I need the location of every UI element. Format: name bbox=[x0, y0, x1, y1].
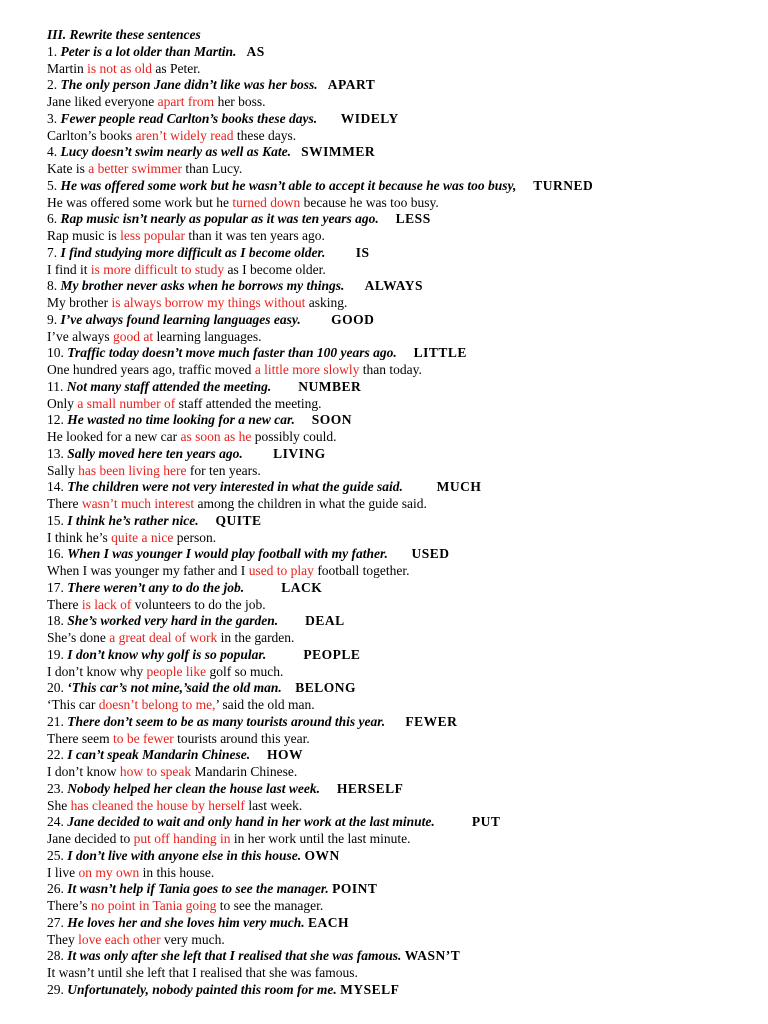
keyword: QUITE bbox=[215, 512, 262, 528]
answer-suffix: golf so much. bbox=[206, 663, 284, 679]
answer-prefix: There bbox=[47, 496, 82, 512]
answer-suffix: very much. bbox=[160, 931, 225, 947]
exercise-answer bbox=[47, 128, 768, 145]
answer-highlight: a small number of bbox=[77, 395, 176, 411]
question-text: Not many staff attended the meeting. bbox=[66, 378, 272, 394]
exercise-answer bbox=[47, 161, 768, 178]
answer-suffix: staff attended the meeting. bbox=[175, 395, 322, 411]
exercise-question bbox=[47, 580, 768, 597]
keyword-gap bbox=[325, 245, 355, 260]
question-number: 5. bbox=[47, 177, 61, 193]
exercise-question bbox=[47, 513, 768, 530]
answer-highlight: put off handing in bbox=[133, 831, 231, 847]
keyword-gap bbox=[282, 680, 296, 695]
answer-prefix: I don’t know bbox=[47, 764, 120, 780]
answer-suffix: last week. bbox=[244, 797, 303, 813]
question-number: 26. bbox=[47, 881, 68, 897]
answer-highlight: is lack of bbox=[81, 596, 132, 612]
answer-prefix: Rap music is bbox=[47, 228, 121, 244]
exercise-answer bbox=[47, 764, 768, 781]
exercise-question bbox=[47, 881, 768, 898]
keyword: PUT bbox=[471, 814, 501, 830]
exercise-question bbox=[47, 747, 768, 764]
question-number: 25. bbox=[47, 847, 68, 863]
question-text: It wasn’t help if Tania goes to see the manager. bbox=[67, 881, 329, 897]
exercise-answer bbox=[47, 195, 768, 212]
answer-highlight: a great deal of work bbox=[109, 630, 218, 646]
keyword-gap bbox=[244, 580, 281, 595]
exercise-answer bbox=[47, 295, 768, 312]
exercise-question bbox=[47, 613, 768, 630]
question-number: 24. bbox=[47, 814, 68, 830]
keyword: WASN’T bbox=[404, 948, 461, 964]
keyword: FEWER bbox=[405, 713, 458, 729]
answer-highlight: love each other bbox=[78, 931, 161, 947]
keyword-gap bbox=[301, 312, 331, 327]
answer-highlight: quite a nice bbox=[111, 529, 174, 545]
keyword: TURNED bbox=[533, 177, 594, 193]
answer-highlight: to be fewer bbox=[112, 730, 174, 746]
exercise-answer bbox=[47, 664, 768, 681]
question-text: I find studying more difficult as I become older. bbox=[60, 244, 326, 260]
answer-suffix: to see the manager. bbox=[216, 898, 324, 914]
exercise-question bbox=[47, 345, 768, 362]
answer-prefix: One hundred years ago, traffic moved bbox=[47, 362, 255, 378]
keyword-gap bbox=[435, 814, 472, 829]
answer-prefix: I find it bbox=[47, 261, 91, 277]
answer-suffix: than it was ten years ago. bbox=[185, 228, 325, 244]
exercise-question bbox=[47, 77, 768, 94]
exercise-question bbox=[47, 278, 768, 295]
exercise-question bbox=[47, 412, 768, 429]
keyword-gap bbox=[250, 747, 267, 762]
answer-highlight: apart from bbox=[157, 94, 215, 110]
answer-highlight: on my own bbox=[78, 864, 140, 880]
keyword-gap bbox=[320, 781, 337, 796]
keyword-gap bbox=[295, 412, 312, 427]
answer-suffix: Mandarin Chinese. bbox=[191, 764, 298, 780]
answer-highlight: is not as old bbox=[87, 60, 153, 76]
question-number: 1. bbox=[47, 43, 61, 59]
exercise-answer bbox=[47, 932, 768, 949]
exercise-question bbox=[47, 915, 768, 932]
keyword: POINT bbox=[332, 881, 378, 897]
answer-suffix: person. bbox=[173, 529, 217, 545]
keyword: PEOPLE bbox=[303, 646, 361, 662]
answer-suffix: volunteers to do the job. bbox=[131, 596, 266, 612]
question-text: There weren’t any to do the job. bbox=[67, 579, 245, 595]
answer-prefix: I think he’s bbox=[47, 529, 112, 545]
exercise-question bbox=[47, 647, 768, 664]
answer-prefix: He looked for a new car bbox=[47, 429, 181, 445]
answer-suffix: her boss. bbox=[214, 94, 266, 110]
exercise-question bbox=[47, 44, 768, 61]
exercise-answer bbox=[47, 329, 768, 346]
exercise-answer bbox=[47, 262, 768, 279]
answer-prefix: I don’t know why bbox=[47, 663, 147, 679]
question-text: He was offered some work but he wasn’t able to accept it because he was too busy, bbox=[60, 177, 517, 193]
question-number: 8. bbox=[47, 278, 61, 294]
answer-suffix: tourists around this year. bbox=[173, 730, 310, 746]
question-number: 13. bbox=[47, 445, 68, 461]
answer-suffix: than today. bbox=[359, 362, 422, 378]
answer-suffix: learning languages. bbox=[153, 328, 262, 344]
answer-suffix: because he was too busy. bbox=[300, 194, 439, 210]
keyword: OWN bbox=[304, 847, 340, 863]
answer-suffix: in the garden. bbox=[217, 630, 295, 646]
question-number: 9. bbox=[47, 311, 61, 327]
answer-highlight: people like bbox=[146, 663, 207, 679]
exercise-answer bbox=[47, 697, 768, 714]
answer-prefix: Only bbox=[47, 395, 78, 411]
question-text: Nobody helped her clean the house last week. bbox=[67, 780, 320, 796]
answer-suffix: as Peter. bbox=[152, 60, 201, 76]
question-text: The children were not very interested in what the guide said. bbox=[67, 479, 403, 495]
answer-suffix: in this house. bbox=[139, 864, 215, 880]
question-number: 20. bbox=[47, 680, 68, 696]
question-text: Sally moved here ten years ago. bbox=[67, 445, 243, 461]
answer-prefix: ‘This car bbox=[47, 697, 99, 713]
keyword-gap bbox=[236, 44, 246, 59]
question-number: 7. bbox=[47, 244, 61, 260]
answer-suffix: for ten years. bbox=[186, 462, 261, 478]
question-text: When I was younger I would play football with my father. bbox=[67, 546, 388, 562]
answer-highlight: a better swimmer bbox=[88, 161, 182, 177]
question-number: 19. bbox=[47, 646, 68, 662]
answer-prefix: There’s bbox=[47, 898, 91, 914]
keyword: IS bbox=[355, 244, 370, 260]
exercise-question bbox=[47, 948, 768, 965]
answer-highlight: wasn’t much interest bbox=[81, 496, 195, 512]
exercise-answer bbox=[47, 831, 768, 848]
exercise-answer bbox=[47, 563, 768, 580]
answer-highlight: is more difficult to study bbox=[90, 261, 225, 277]
question-text: He wasted no time looking for a new car. bbox=[67, 412, 295, 428]
question-number: 29. bbox=[47, 981, 68, 997]
keyword: DEAL bbox=[305, 613, 345, 629]
exercise-question bbox=[47, 982, 768, 999]
exercise-answer bbox=[47, 94, 768, 111]
question-number: 27. bbox=[47, 914, 68, 930]
keyword-gap bbox=[278, 613, 305, 628]
question-text: Peter is a lot older than Martin. bbox=[60, 43, 237, 59]
exercise-question bbox=[47, 211, 768, 228]
answer-prefix: Jane liked everyone bbox=[47, 94, 158, 110]
keyword: NUMBER bbox=[298, 378, 362, 394]
keyword: LACK bbox=[281, 579, 323, 595]
answer-prefix: She bbox=[47, 797, 71, 813]
keyword-gap bbox=[199, 513, 216, 528]
answer-suffix: ’ said the old man. bbox=[215, 697, 315, 713]
question-number: 21. bbox=[47, 713, 68, 729]
keyword-gap bbox=[344, 278, 364, 293]
question-text: I don’t know why golf is so popular. bbox=[67, 646, 267, 662]
keyword-gap bbox=[317, 111, 341, 126]
keyword-gap bbox=[516, 178, 533, 193]
keyword: MUCH bbox=[436, 479, 482, 495]
keyword: WIDELY bbox=[340, 110, 399, 126]
exercise-question bbox=[47, 848, 768, 865]
question-text: I think he’s rather nice. bbox=[67, 512, 199, 528]
answer-suffix: football together. bbox=[313, 563, 410, 579]
keyword: SOON bbox=[311, 412, 353, 428]
exercise-answer bbox=[47, 731, 768, 748]
answer-highlight: no point in Tania going bbox=[90, 898, 217, 914]
question-text: Unfortunately, nobody painted this room for me. bbox=[67, 981, 337, 997]
question-number: 22. bbox=[47, 747, 68, 763]
keyword-gap bbox=[379, 211, 396, 226]
question-number: 6. bbox=[47, 211, 61, 227]
keyword: GOOD bbox=[331, 311, 375, 327]
exercise-question bbox=[47, 111, 768, 128]
keyword: LIVING bbox=[273, 445, 326, 461]
keyword-gap bbox=[266, 647, 303, 662]
answer-prefix: They bbox=[47, 931, 79, 947]
answer-prefix: I live bbox=[47, 864, 79, 880]
exercise-answer bbox=[47, 898, 768, 915]
question-text: My brother never asks when he borrows my things. bbox=[60, 278, 345, 294]
answer-suffix: among the children in what the guide said. bbox=[194, 496, 427, 512]
exercise-answer bbox=[47, 496, 768, 513]
question-number: 10. bbox=[47, 345, 68, 361]
answer-suffix: than Lucy. bbox=[181, 161, 243, 177]
exercise-answer bbox=[47, 865, 768, 882]
keyword-gap bbox=[403, 479, 437, 494]
keyword: MYSELF bbox=[340, 981, 400, 997]
answer-suffix: possibly could. bbox=[251, 429, 337, 445]
exercise-answer bbox=[47, 597, 768, 614]
exercise-question bbox=[47, 379, 768, 396]
exercise-answer bbox=[47, 798, 768, 815]
exercise-question bbox=[47, 546, 768, 563]
exercise-answer bbox=[47, 228, 768, 245]
answer-prefix: It wasn’t until she left that I realised that she was famous. bbox=[47, 965, 358, 981]
answer-highlight: turned down bbox=[232, 194, 301, 210]
exercise-question bbox=[47, 144, 768, 161]
question-number: 4. bbox=[47, 144, 61, 160]
answer-prefix: Sally bbox=[47, 462, 79, 478]
question-number: 17. bbox=[47, 579, 68, 595]
question-text: The only person Jane didn’t like was her boss. bbox=[60, 77, 318, 93]
exercise-question bbox=[47, 178, 768, 195]
keyword: BELONG bbox=[295, 680, 357, 696]
exercise-answer bbox=[47, 463, 768, 480]
answer-highlight: good at bbox=[112, 328, 154, 344]
keyword-gap bbox=[243, 446, 273, 461]
answer-highlight: is always borrow my things without bbox=[111, 295, 306, 311]
answer-prefix: There bbox=[47, 596, 82, 612]
question-number: 23. bbox=[47, 780, 68, 796]
answer-highlight: a little more slowly bbox=[254, 362, 360, 378]
question-text: I can’t speak Mandarin Chinese. bbox=[67, 747, 251, 763]
section-title: III. Rewrite these sentences bbox=[47, 27, 201, 42]
answer-highlight: doesn’t belong to me, bbox=[98, 697, 216, 713]
exercise-question bbox=[47, 680, 768, 697]
question-text: There don’t seem to be as many tourists around this year. bbox=[67, 713, 386, 729]
exercise-question bbox=[47, 781, 768, 798]
question-number: 14. bbox=[47, 479, 68, 495]
question-number: 11. bbox=[47, 378, 67, 394]
exercise-question bbox=[47, 814, 768, 831]
keyword: LESS bbox=[395, 211, 431, 227]
exercise-answer bbox=[47, 429, 768, 446]
question-text: Fewer people read Carlton’s books these days. bbox=[60, 110, 318, 126]
exercise-question bbox=[47, 312, 768, 329]
keyword: SWIMMER bbox=[301, 144, 376, 160]
answer-suffix: in her work until the last minute. bbox=[230, 831, 411, 847]
exercise-question bbox=[47, 245, 768, 262]
exercise-answer bbox=[47, 362, 768, 379]
keyword: APART bbox=[327, 77, 376, 93]
question-number: 28. bbox=[47, 948, 68, 964]
answer-highlight: as soon as he bbox=[180, 429, 252, 445]
exercise-list bbox=[47, 44, 768, 999]
answer-suffix: asking. bbox=[305, 295, 348, 311]
answer-prefix: Jane decided to bbox=[47, 831, 134, 847]
exercise-answer bbox=[47, 61, 768, 78]
answer-prefix: There seem bbox=[47, 730, 113, 746]
question-number: 18. bbox=[47, 613, 68, 629]
question-text: Lucy doesn’t swim nearly as well as Kate. bbox=[60, 144, 291, 160]
answer-highlight: has cleaned the house by herself bbox=[70, 797, 245, 813]
answer-highlight: aren’t widely read bbox=[135, 127, 234, 143]
answer-prefix: She’s done bbox=[47, 630, 110, 646]
question-number: 16. bbox=[47, 546, 68, 562]
keyword-gap bbox=[388, 546, 412, 561]
question-number: 2. bbox=[47, 77, 61, 93]
question-text: She’s worked very hard in the garden. bbox=[67, 613, 279, 629]
answer-highlight: used to play bbox=[248, 563, 314, 579]
exercise-answer bbox=[47, 396, 768, 413]
answer-suffix: as I become older. bbox=[224, 261, 326, 277]
keyword: AS bbox=[246, 43, 265, 59]
question-text: ‘This car’s not mine,’said the old man. bbox=[67, 680, 282, 696]
answer-suffix: these days. bbox=[233, 127, 297, 143]
keyword: HOW bbox=[267, 747, 304, 763]
exercise-answer bbox=[47, 630, 768, 647]
question-text: I’ve always found learning languages easy. bbox=[60, 311, 301, 327]
question-text: I don’t live with anyone else in this house. bbox=[67, 847, 302, 863]
exercise-answer bbox=[47, 965, 768, 982]
question-text: It was only after she left that I realised that she was famous. bbox=[67, 948, 402, 964]
keyword-gap bbox=[397, 345, 414, 360]
question-text: Rap music isn’t nearly as popular as it was ten years ago. bbox=[60, 211, 379, 227]
question-number: 3. bbox=[47, 110, 61, 126]
keyword: USED bbox=[411, 546, 450, 562]
keyword-gap bbox=[385, 714, 405, 729]
answer-prefix: Carlton’s books bbox=[47, 127, 136, 143]
exercise-answer bbox=[47, 530, 768, 547]
answer-highlight: how to speak bbox=[119, 764, 192, 780]
question-number: 15. bbox=[47, 512, 68, 528]
question-text: He loves her and she loves him very much. bbox=[67, 914, 305, 930]
answer-highlight: less popular bbox=[120, 228, 185, 244]
keyword: EACH bbox=[307, 914, 349, 930]
question-text: Jane decided to wait and only hand in her work at the last minute. bbox=[67, 814, 435, 830]
answer-prefix: Martin bbox=[47, 60, 88, 76]
keyword-gap bbox=[318, 77, 328, 92]
exercise-question bbox=[47, 714, 768, 731]
answer-prefix: I’ve always bbox=[47, 328, 113, 344]
answer-prefix: When I was younger my father and I bbox=[47, 563, 249, 579]
answer-prefix: Kate is bbox=[47, 161, 89, 177]
exercise-question bbox=[47, 479, 768, 496]
question-number: 12. bbox=[47, 412, 68, 428]
keyword: HERSELF bbox=[336, 780, 404, 796]
answer-prefix: My brother bbox=[47, 295, 112, 311]
question-text: Traffic today doesn’t move much faster than 100 years ago. bbox=[67, 345, 397, 361]
answer-prefix: He was offered some work but he bbox=[47, 194, 233, 210]
answer-highlight: has been living here bbox=[78, 462, 187, 478]
exercise-question bbox=[47, 446, 768, 463]
keyword: LITTLE bbox=[413, 345, 467, 361]
keyword-gap bbox=[291, 144, 301, 159]
keyword-gap bbox=[271, 379, 298, 394]
keyword: ALWAYS bbox=[364, 278, 423, 294]
